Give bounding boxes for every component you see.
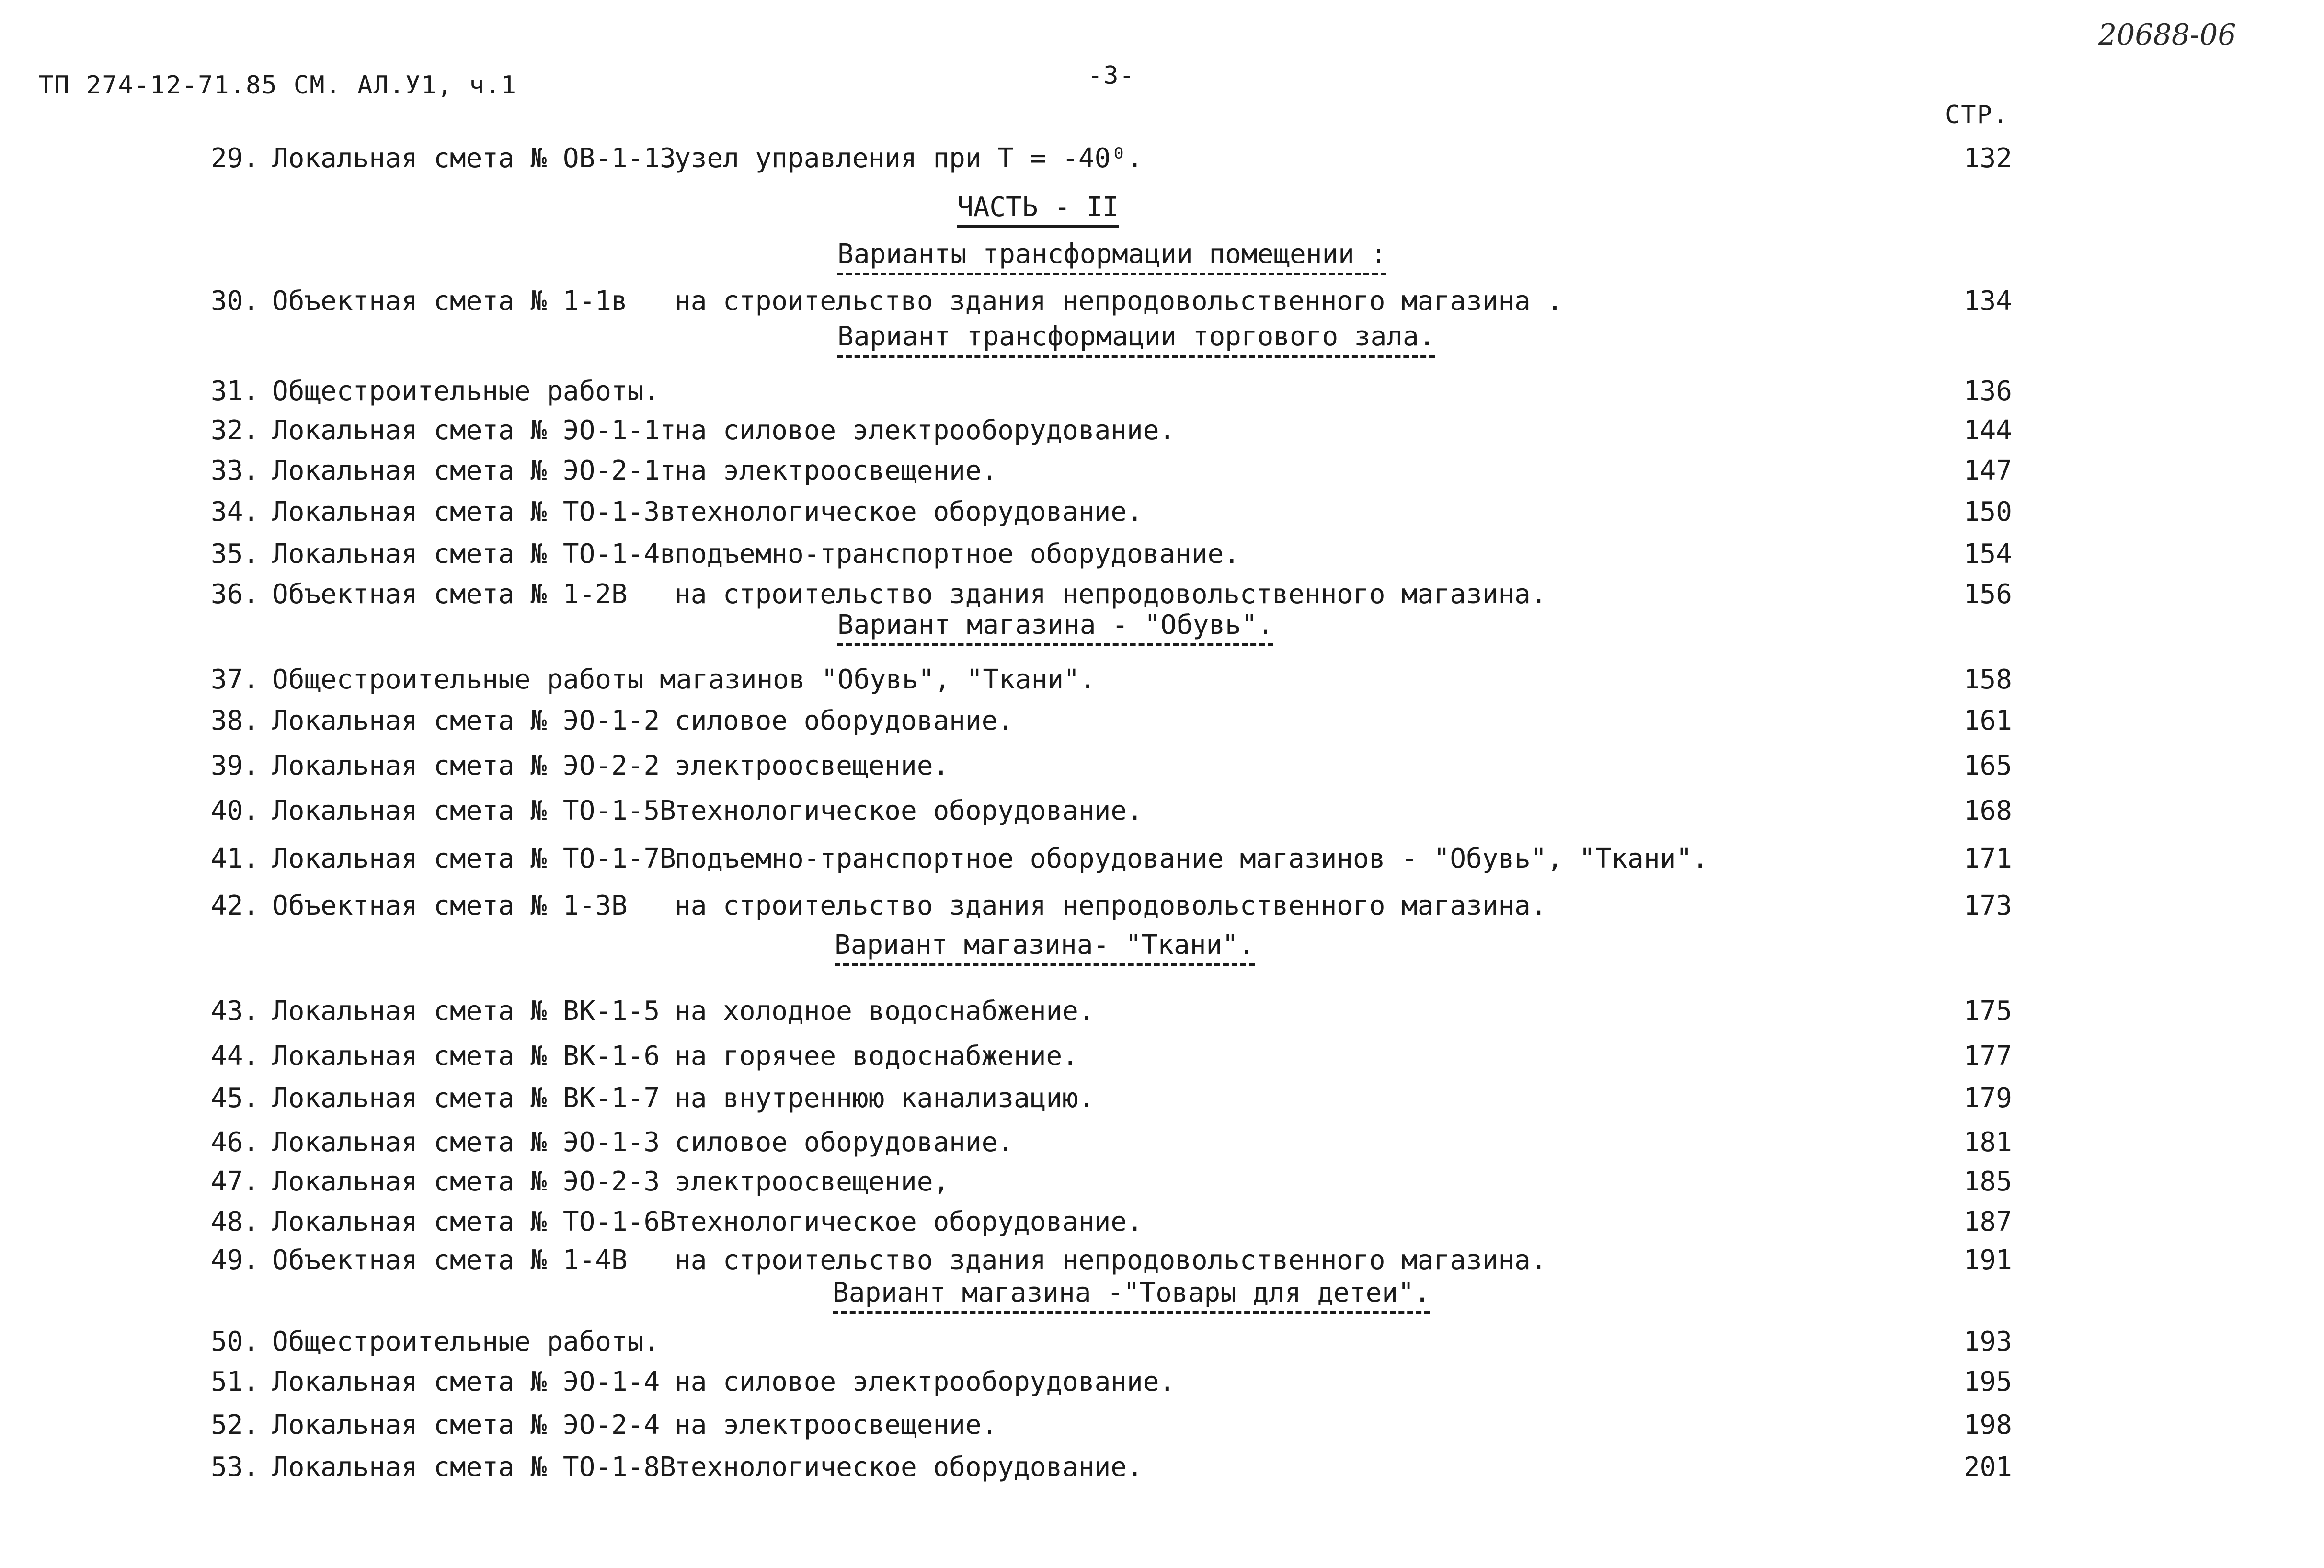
entry-number: 53.	[211, 1452, 260, 1483]
entry-kind: Локальная смета № ТО-1-3в	[272, 496, 676, 527]
entry-number: 36.	[211, 579, 260, 610]
entry-number: 42.	[211, 890, 260, 921]
entry-number: 48.	[211, 1206, 260, 1237]
entry-kind: Общестроительные работы.	[272, 1326, 660, 1357]
entry-description: на горячее водоснабжение.	[675, 1041, 1078, 1072]
entry-kind: Локальная смета № ТО-1-7В	[272, 843, 676, 874]
entry-number: 43.	[211, 996, 260, 1027]
entry-description: на силовое электрооборудование.	[675, 1366, 1176, 1397]
entry-number: 35.	[211, 538, 260, 570]
entry-page: 144	[1963, 415, 2012, 446]
entry-description: технологическое оборудование.	[675, 1452, 1143, 1483]
entry-number: 41.	[211, 843, 260, 874]
entry-kind: Локальная смета № ТО-1-5В	[272, 795, 676, 826]
toc-entry	[0, 996, 2324, 1034]
toc-entry	[0, 750, 2324, 789]
toc-entry	[0, 1166, 2324, 1204]
entry-page: 179	[1963, 1083, 2012, 1114]
entry-description: технологическое оборудование.	[675, 795, 1143, 826]
entry-kind: Объектная смета № 1-3В	[272, 890, 628, 921]
entry-description: на силовое электрооборудование.	[675, 415, 1176, 446]
section-heading: Вариант магазина - "Обувь".	[837, 609, 1273, 646]
entry-page: 201	[1963, 1452, 2012, 1483]
toc-entry	[0, 1409, 2324, 1448]
entry-page: 161	[1963, 705, 2012, 736]
entry-kind: Локальная смета № ВК-1-6	[272, 1041, 660, 1072]
entry-kind: Локальная смета № ЭО-1-4	[272, 1366, 660, 1397]
entry-page: 165	[1963, 750, 2012, 781]
entry-kind: Общестроительные работы магазинов "Обувь", "Ткани".	[272, 664, 1096, 695]
entry-kind: Локальная смета № ЭО-2-2	[272, 750, 660, 781]
entry-kind: Локальная смета № ЭО-1-2	[272, 705, 660, 736]
entry-page: 181	[1963, 1127, 2012, 1158]
page-column-label: СТР.	[1945, 101, 2009, 129]
entry-description: подъемно-транспортное оборудование.	[675, 538, 1240, 570]
entry-number: 31.	[211, 376, 260, 407]
entry-description: силовое оборудование.	[675, 1127, 1014, 1158]
toc-entry	[0, 1366, 2324, 1405]
entry-page: 195	[1963, 1366, 2012, 1397]
entry-number: 37.	[211, 664, 260, 695]
entry-page: 147	[1963, 455, 2012, 486]
entry-description: на строительство здания непродовольственного магазина .	[675, 286, 1563, 317]
toc-entry	[0, 1041, 2324, 1079]
entry-kind: Локальная смета № ТО-1-8В	[272, 1452, 676, 1483]
entry-number: 29.	[211, 143, 260, 174]
entry-description: электроосвещение.	[675, 750, 950, 781]
entry-description: узел управления при Т = -40⁰.	[675, 143, 1143, 174]
toc-entry	[0, 890, 2324, 928]
toc-entry	[0, 843, 2324, 881]
entry-page: 187	[1963, 1206, 2012, 1237]
section-heading: Вариант трансформации торгового зала.	[837, 321, 1435, 358]
entry-description: на строительство здания непродовольственного магазина.	[675, 890, 1547, 921]
entry-description: на электроосвещение.	[675, 1409, 998, 1441]
toc-entry	[0, 455, 2324, 493]
entry-kind: Локальная смета № ЭО-1-3	[272, 1127, 660, 1158]
entry-number: 47.	[211, 1166, 260, 1197]
entry-page: 185	[1963, 1166, 2012, 1197]
entry-page: 158	[1963, 664, 2012, 695]
entry-kind: Локальная смета № ТО-1-4в	[272, 538, 676, 570]
entry-description: технологическое оборудование.	[675, 496, 1143, 527]
entry-number: 34.	[211, 496, 260, 527]
toc-entry	[0, 1127, 2324, 1165]
toc-entry	[0, 376, 2324, 414]
entry-kind: Локальная смета № ТО-1-6В	[272, 1206, 676, 1237]
entry-number: 40.	[211, 795, 260, 826]
entry-description: на строительство здания непродовольственного магазина.	[675, 579, 1547, 610]
entry-number: 38.	[211, 705, 260, 736]
entry-number: 39.	[211, 750, 260, 781]
toc-entry	[0, 143, 2324, 181]
entry-number: 52.	[211, 1409, 260, 1441]
entry-description: на внутреннюю канализацию.	[675, 1083, 1095, 1114]
entry-page: 136	[1963, 376, 2012, 407]
entry-kind: Объектная смета № 1-1в	[272, 286, 628, 317]
toc-entry	[0, 496, 2324, 535]
document-designation: ТП 274-12-71.85 СМ. АЛ.У1, ч.1	[38, 71, 517, 100]
entry-page: 150	[1963, 496, 2012, 527]
entry-kind: Локальная смета № ВК-1-7	[272, 1083, 660, 1114]
entry-kind: Локальная смета № ЭО-2-1т	[272, 455, 676, 486]
toc-entry	[0, 1326, 2324, 1364]
section-heading: Вариант магазина- "Ткани".	[835, 929, 1255, 966]
entry-number: 44.	[211, 1041, 260, 1072]
entry-page: 156	[1963, 579, 2012, 610]
entry-description: на холодное водоснабжение.	[675, 996, 1095, 1027]
toc-entry	[0, 1083, 2324, 1121]
entry-kind: Локальная смета № ЭО-2-3	[272, 1166, 660, 1197]
entry-kind: Объектная смета № 1-4В	[272, 1245, 628, 1276]
entry-number: 30.	[211, 286, 260, 317]
part-title: ЧАСТЬ - II	[957, 192, 1119, 228]
entry-description: электроосвещение,	[675, 1166, 950, 1197]
toc-entry	[0, 579, 2324, 617]
entry-page: 193	[1963, 1326, 2012, 1357]
entry-number: 32.	[211, 415, 260, 446]
entry-kind: Локальная смета № ЭО-1-1т	[272, 415, 676, 446]
entry-kind: Локальная смета № ЭО-2-4	[272, 1409, 660, 1441]
entry-number: 49.	[211, 1245, 260, 1276]
entry-page: 191	[1963, 1245, 2012, 1276]
entry-description: силовое оборудование.	[675, 705, 1014, 736]
entry-description: технологическое оборудование.	[675, 1206, 1143, 1237]
toc-entry	[0, 286, 2324, 324]
entry-kind: Общестроительные работы.	[272, 376, 660, 407]
entry-kind: Локальная смета № ВК-1-5	[272, 996, 660, 1027]
toc-entry	[0, 538, 2324, 577]
toc-entry	[0, 795, 2324, 834]
toc-entry	[0, 1245, 2324, 1283]
entry-description: на строительство здания непродовольственного магазина.	[675, 1245, 1547, 1276]
page-number: -3-	[1088, 61, 1135, 90]
toc-entry	[0, 1452, 2324, 1490]
entry-number: 45.	[211, 1083, 260, 1114]
section-heading: Вариант магазина -"Товары для детеи".	[833, 1277, 1430, 1314]
entry-description: на электроосвещение.	[675, 455, 998, 486]
toc-entry	[0, 415, 2324, 453]
entry-page: 177	[1963, 1041, 2012, 1072]
entry-number: 33.	[211, 455, 260, 486]
toc-entry	[0, 664, 2324, 702]
entry-kind: Объектная смета № 1-2В	[272, 579, 628, 610]
toc-entry	[0, 1206, 2324, 1245]
entry-page: 171	[1963, 843, 2012, 874]
entry-page: 154	[1963, 538, 2012, 570]
entry-page: 198	[1963, 1409, 2012, 1441]
section-heading: Варианты трансформации помещении :	[837, 239, 1386, 275]
handwritten-code: 20688-06	[2098, 18, 2236, 52]
entry-kind: Локальная смета № ОВ-1-13	[272, 143, 676, 174]
entry-page: 132	[1963, 143, 2012, 174]
entry-number: 50.	[211, 1326, 260, 1357]
entry-page: 173	[1963, 890, 2012, 921]
toc-entry	[0, 705, 2324, 744]
entry-description: подъемно-транспортное оборудование магазинов - "Обувь", "Ткани".	[675, 843, 1708, 874]
entry-number: 46.	[211, 1127, 260, 1158]
entry-page: 168	[1963, 795, 2012, 826]
entry-page: 175	[1963, 996, 2012, 1027]
entry-page: 134	[1963, 286, 2012, 317]
entry-number: 51.	[211, 1366, 260, 1397]
